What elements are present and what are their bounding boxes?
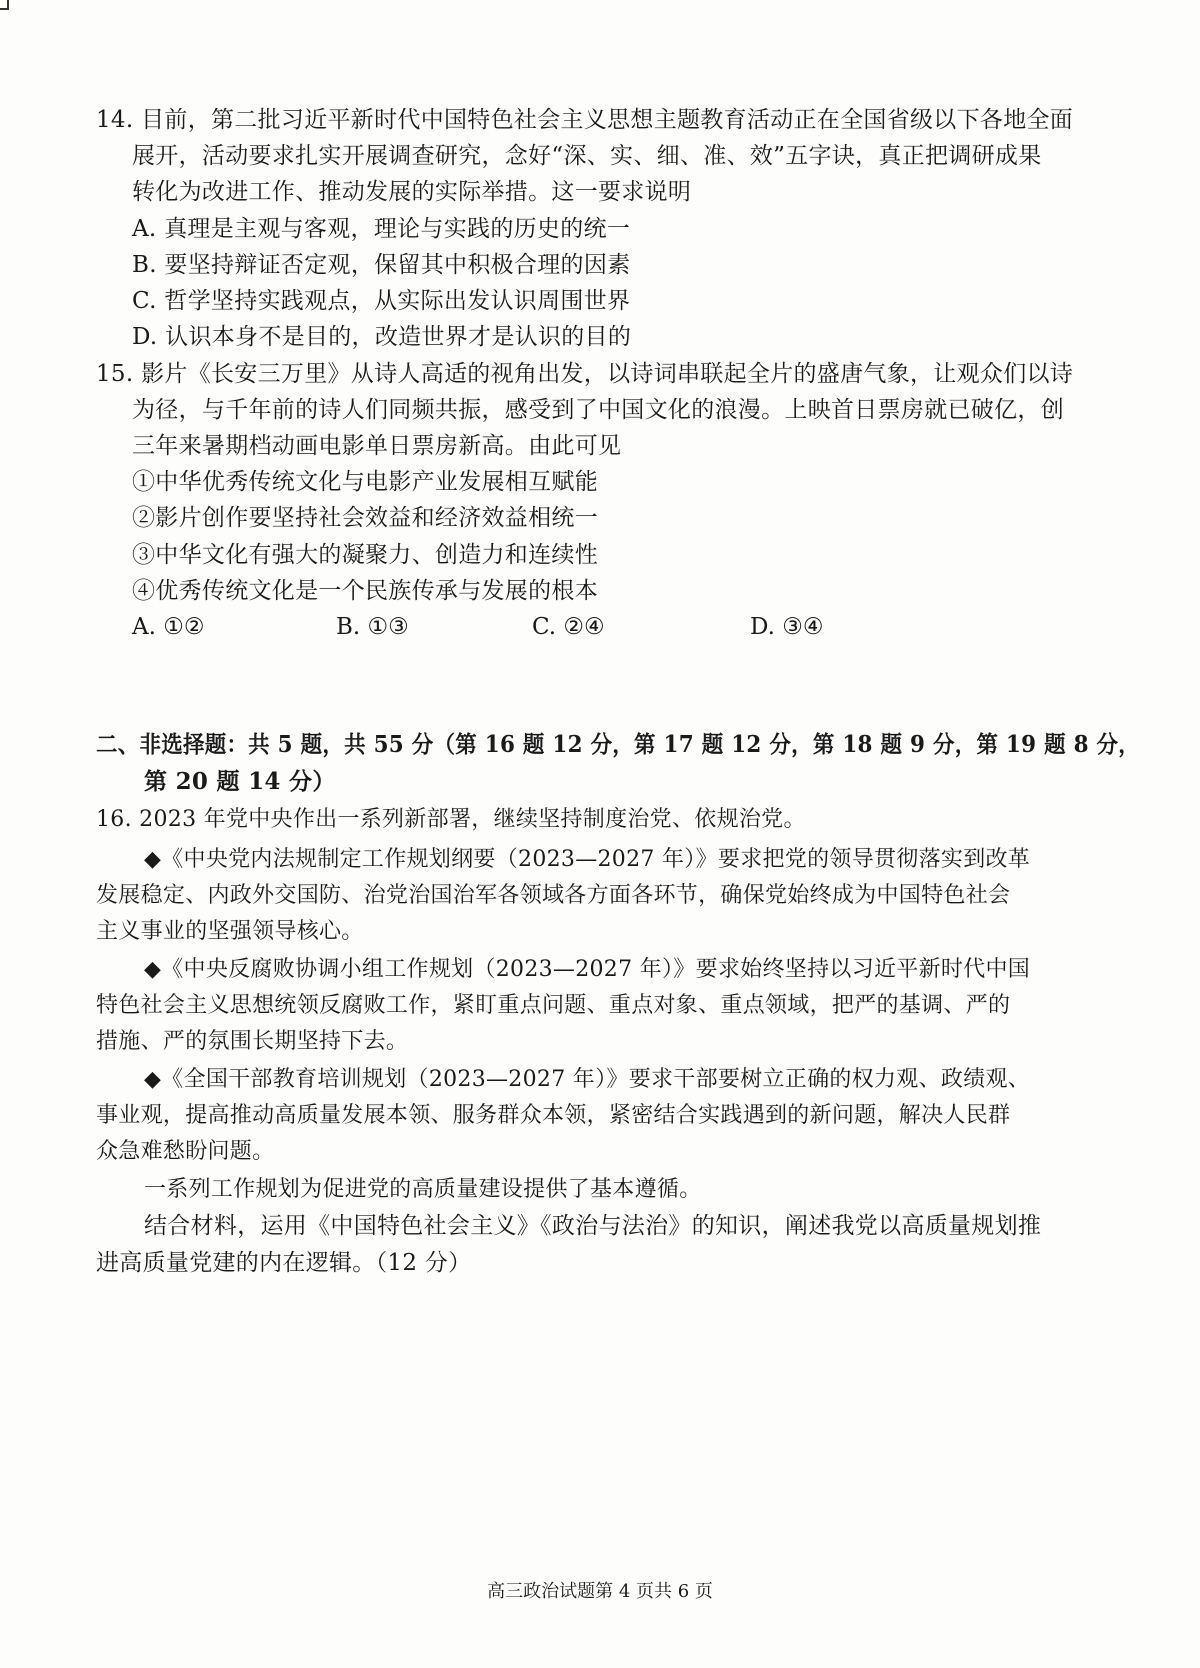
q16-item2-line-2: 特色社会主义思想统领反腐败工作，紧盯重点问题、重点对象、重点领域，把严的基调、严的 <box>96 993 1011 1018</box>
q15-stem-line-1: 15. 影片《长安三万里》从诗人高适的视角出发，以诗词串联起全片的盛唐气象，让观众们以诗 <box>96 361 1074 387</box>
q15-statement-3: ③中华文化有强大的凝聚力、创造力和连续性 <box>132 542 598 568</box>
q16-item1-line-2: 发展稳定、内政外交国防、治党治国治军各领域各方面各环节，确保党始终成为中国特色社会 <box>96 883 1011 908</box>
q15-option-b: B. ①③ <box>336 614 409 640</box>
q16-summary: 一系列工作规划为促进党的高质量建设提供了基本遵循。 <box>144 1177 702 1202</box>
q15-statement-4: ④优秀传统文化是一个民族传承与发展的根本 <box>132 578 598 604</box>
q14-stem-line-1: 14. 目前，第二批习近平新时代中国特色社会主义思想主题教育活动正在全国省级以下各地全面 <box>96 107 1074 133</box>
q15-option-c: C. ②④ <box>532 614 605 640</box>
q14-option-c: C. 哲学坚持实践观点，从实际出发认识周围世界 <box>132 288 631 314</box>
page-footer: 高三政治试题第 4 页共 6 页 <box>487 1581 713 1602</box>
q16-item2-line-1: ◆《中央反腐败协调小组工作规划（2023—2027 年）》要求始终坚持以习近平新时代中国 <box>144 957 1031 982</box>
crop-mark <box>7 0 9 10</box>
q16-item1-line-1: ◆《中央党内法规制定工作规划纲要（2023—2027 年）》要求把党的领导贯彻落实到改革 <box>144 847 1031 872</box>
q14-stem-line-2: 展开，活动要求扎实开展调查研究，念好“深、实、细、准、效”五字诀，真正把调研成果 <box>132 143 1042 169</box>
q16-item3-line-1: ◆《全国干部教育培训规划（2023—2027 年）》要求干部要树立正确的权力观、政绩观、 <box>144 1067 1031 1092</box>
q16-item2-line-3: 措施、严的氛围长期坚持下去。 <box>96 1029 409 1054</box>
q14-stem-line-3: 转化为改进工作、推动发展的实际举措。这一要求说明 <box>132 179 692 205</box>
section-2-heading-line-1: 二、非选择题：共 5 题，共 55 分（第 16 题 12 分，第 17 题 12 分，第 18 题 9 分，第 19 题 8 分， <box>96 731 1141 758</box>
q15-statement-1: ①中华优秀传统文化与电影产业发展相互赋能 <box>132 469 598 495</box>
q15-option-a: A. ①② <box>132 614 205 640</box>
q16-intro: 16. 2023 年党中央作出一系列新部署，继续坚持制度治党、依规治党。 <box>96 807 806 832</box>
section-2-heading-line-2: 第 20 题 14 分） <box>144 768 336 795</box>
q16-item3-line-3: 众急难愁盼问题。 <box>96 1139 275 1164</box>
q14-option-a: A. 真理是主观与客观，理论与实践的历史的统一 <box>132 216 631 242</box>
q15-stem-line-3: 三年来暑期档动画电影单日票房新高。由此可见 <box>132 433 622 459</box>
q14-option-b: B. 要坚持辩证否定观，保留其中积极合理的因素 <box>132 252 631 278</box>
q15-option-d: D. ③④ <box>750 614 824 640</box>
q16-item3-line-2: 事业观，提高推动高质量发展本领、服务群众本领，紧密结合实践遇到的新问题，解决人民群 <box>96 1103 1011 1128</box>
q15-stem-line-2: 为径，与千年前的诗人们同频共振，感受到了中国文化的浪漫。上映首日票房就已破亿，创 <box>132 397 1064 423</box>
q16-task-line-2: 进高质量党建的内在逻辑。（12 分） <box>96 1250 472 1276</box>
q16-task-line-1: 结合材料，运用《中国特色社会主义》《政治与法治》的知识，阐述我党以高质量规划推 <box>144 1213 1042 1239</box>
q16-item1-line-3: 主义事业的坚强领导核心。 <box>96 919 364 944</box>
q15-statement-2: ②影片创作要坚持社会效益和经济效益相统一 <box>132 505 598 531</box>
q14-option-d: D. 认识本身不是目的，改造世界才是认识的目的 <box>132 324 632 350</box>
